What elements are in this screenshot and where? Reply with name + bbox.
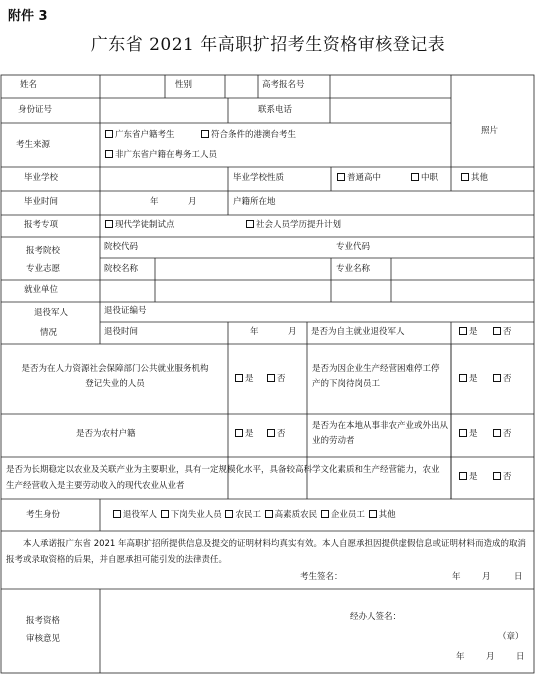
q-unemployed-no[interactable]: 否	[266, 374, 286, 385]
id-no-label: 身份证号	[18, 105, 53, 115]
veteran-label-line-2: 情况	[40, 328, 58, 338]
source-label: 考生来源	[16, 140, 51, 150]
commitment-text: 本人承诺报广东省 2021 年高职扩招所提供信息及提交的证明材料均真实有效。本人自愿承担因提供虚假信息或证明材料而造成的取消报考或录取资格的后果，并自愿承担可能引发的法律责任。	[6, 539, 527, 565]
identity-options[interactable]	[112, 510, 396, 521]
vet-year-unit: 年	[250, 327, 259, 337]
school-type-option-1[interactable]: 普通高中	[336, 173, 381, 184]
vet-no-option[interactable]: 否	[492, 327, 512, 338]
apply-label-line-2: 专业志愿	[26, 264, 61, 274]
grad-month-unit: 月	[188, 197, 197, 207]
vet-month-unit: 月	[288, 327, 297, 337]
q-farmer-no[interactable]: 否	[492, 472, 512, 483]
checkbox-icon	[225, 510, 233, 518]
checkbox-icon	[459, 327, 467, 335]
sign-year-unit: 年	[452, 572, 461, 582]
employer-label: 就业单位	[24, 285, 59, 295]
checkbox-icon	[246, 220, 254, 228]
identity-option-1: 退役军人	[123, 510, 158, 520]
school-code-label: 院校代码	[104, 242, 139, 252]
photo-label: 照片	[481, 126, 499, 136]
sign-day-unit: 日	[514, 572, 523, 582]
source-option-3[interactable]: 非广东省户籍在粤务工人员	[104, 150, 217, 161]
identity-option-6: 其他	[378, 510, 396, 520]
review-label-line-2: 审核意见	[26, 634, 61, 644]
identity-option-4: 高素质农民	[274, 510, 318, 520]
checkbox-icon	[369, 510, 377, 518]
veteran-label-line-1: 退役军人	[34, 308, 69, 318]
q-rural-yes[interactable]: 是	[234, 429, 254, 440]
source-option-2[interactable]: 符合条件的港澳台考生	[200, 130, 296, 141]
checkbox-icon	[493, 327, 501, 335]
major-code-label: 专业代码	[336, 242, 371, 252]
q-unemployed-label: 是否为在人力资源社会保障部门公共就业服务机构登记失业的人员	[21, 364, 209, 389]
gender-label: 性别	[175, 80, 193, 90]
special-option-1[interactable]: 现代学徒制试点	[104, 220, 175, 231]
school-name-label: 院校名称	[104, 264, 139, 274]
special-label: 报考专项	[24, 220, 59, 230]
review-year-unit: 年	[456, 652, 465, 662]
source-option-1[interactable]: 广东省户籍考生	[104, 130, 175, 141]
major-name-label: 专业名称	[336, 264, 371, 274]
checkbox-icon	[493, 374, 501, 382]
checkbox-icon	[235, 429, 243, 437]
checkbox-icon	[161, 510, 169, 518]
special-option-2[interactable]: 社会人员学历提升计划	[245, 220, 341, 231]
q-rural-labor-yes[interactable]: 是	[458, 429, 478, 440]
review-label-line-1: 报考资格	[26, 616, 61, 626]
self-employed-vet-label: 是否为自主就业退役军人	[311, 327, 405, 337]
apply-label-line-1: 报考院校	[26, 246, 61, 256]
checkbox-icon	[459, 429, 467, 437]
name-label: 姓名	[20, 80, 38, 90]
checkbox-icon	[493, 429, 501, 437]
checkbox-icon	[493, 472, 501, 480]
exam-no-label: 高考报名号	[262, 80, 305, 90]
checkbox-icon	[411, 173, 419, 181]
checkbox-icon	[265, 510, 273, 518]
form-title: 广东省 2021 年高职扩招考生资格审核登记表	[90, 35, 446, 55]
identity-option-5: 企业员工	[330, 510, 365, 520]
candidate-identity-label: 考生身份	[26, 510, 61, 520]
hukou-label: 户籍所在地	[233, 197, 276, 207]
checkbox-icon	[105, 150, 113, 158]
school-type-option-2[interactable]: 中职	[410, 173, 438, 184]
identity-option-3: 农民工	[235, 510, 261, 520]
vet-time-label: 退役时间	[104, 327, 139, 337]
registration-form	[0, 74, 536, 674]
grad-year-unit: 年	[150, 197, 159, 207]
grad-school-label: 毕业学校	[24, 173, 59, 183]
grad-school-type-label: 毕业学校性质	[233, 173, 285, 183]
q-rural-label: 是否为农村户籍	[76, 429, 136, 439]
q-soe-no[interactable]: 否	[492, 374, 512, 385]
q-rural-labor-label: 是否为在本地从事非农产业或外出从业的劳动者	[312, 421, 449, 446]
signature-label: 考生签名：	[300, 572, 343, 582]
q-unemployed-yes[interactable]: 是	[234, 374, 254, 385]
checkbox-icon	[321, 510, 329, 518]
q-rural-labor-no[interactable]: 否	[492, 429, 512, 440]
checkbox-icon	[461, 173, 469, 181]
checkbox-icon	[201, 130, 209, 138]
q-farmer-label: 是否为长期稳定以农业及关联产业为主要职业，具有一定规模化水平，具备较高科学文化素质和生产经营能力，农业生产经营收入是主要劳动收入的现代农业从业者	[6, 465, 440, 491]
checkbox-icon	[337, 173, 345, 181]
seal-label: （章）	[498, 632, 524, 642]
sign-month-unit: 月	[482, 572, 491, 582]
identity-option-2: 下岗失业人员	[170, 510, 222, 520]
checkbox-icon	[459, 472, 467, 480]
checkbox-icon	[105, 130, 113, 138]
q-rural-no[interactable]: 否	[266, 429, 286, 440]
checkbox-icon	[235, 374, 243, 382]
q-farmer-yes[interactable]: 是	[458, 472, 478, 483]
phone-label: 联系电话	[258, 105, 293, 115]
school-type-option-3[interactable]: 其他	[460, 173, 488, 184]
handler-label: 经办人签名：	[350, 612, 402, 622]
review-day-unit: 日	[516, 652, 525, 662]
vet-yes-option[interactable]: 是	[458, 327, 478, 338]
vet-cert-label: 退役证编号	[104, 306, 147, 316]
review-month-unit: 月	[486, 652, 495, 662]
checkbox-icon	[113, 510, 121, 518]
attachment-label: 附件 3	[8, 9, 48, 24]
q-soe-yes[interactable]: 是	[458, 374, 478, 385]
grad-time-label: 毕业时间	[24, 197, 59, 207]
checkbox-icon	[105, 220, 113, 228]
q-soe-label: 是否为因企业生产经营困难停工停产的下岗待岗员工	[312, 364, 440, 389]
checkbox-icon	[267, 374, 275, 382]
checkbox-icon	[267, 429, 275, 437]
checkbox-icon	[459, 374, 467, 382]
